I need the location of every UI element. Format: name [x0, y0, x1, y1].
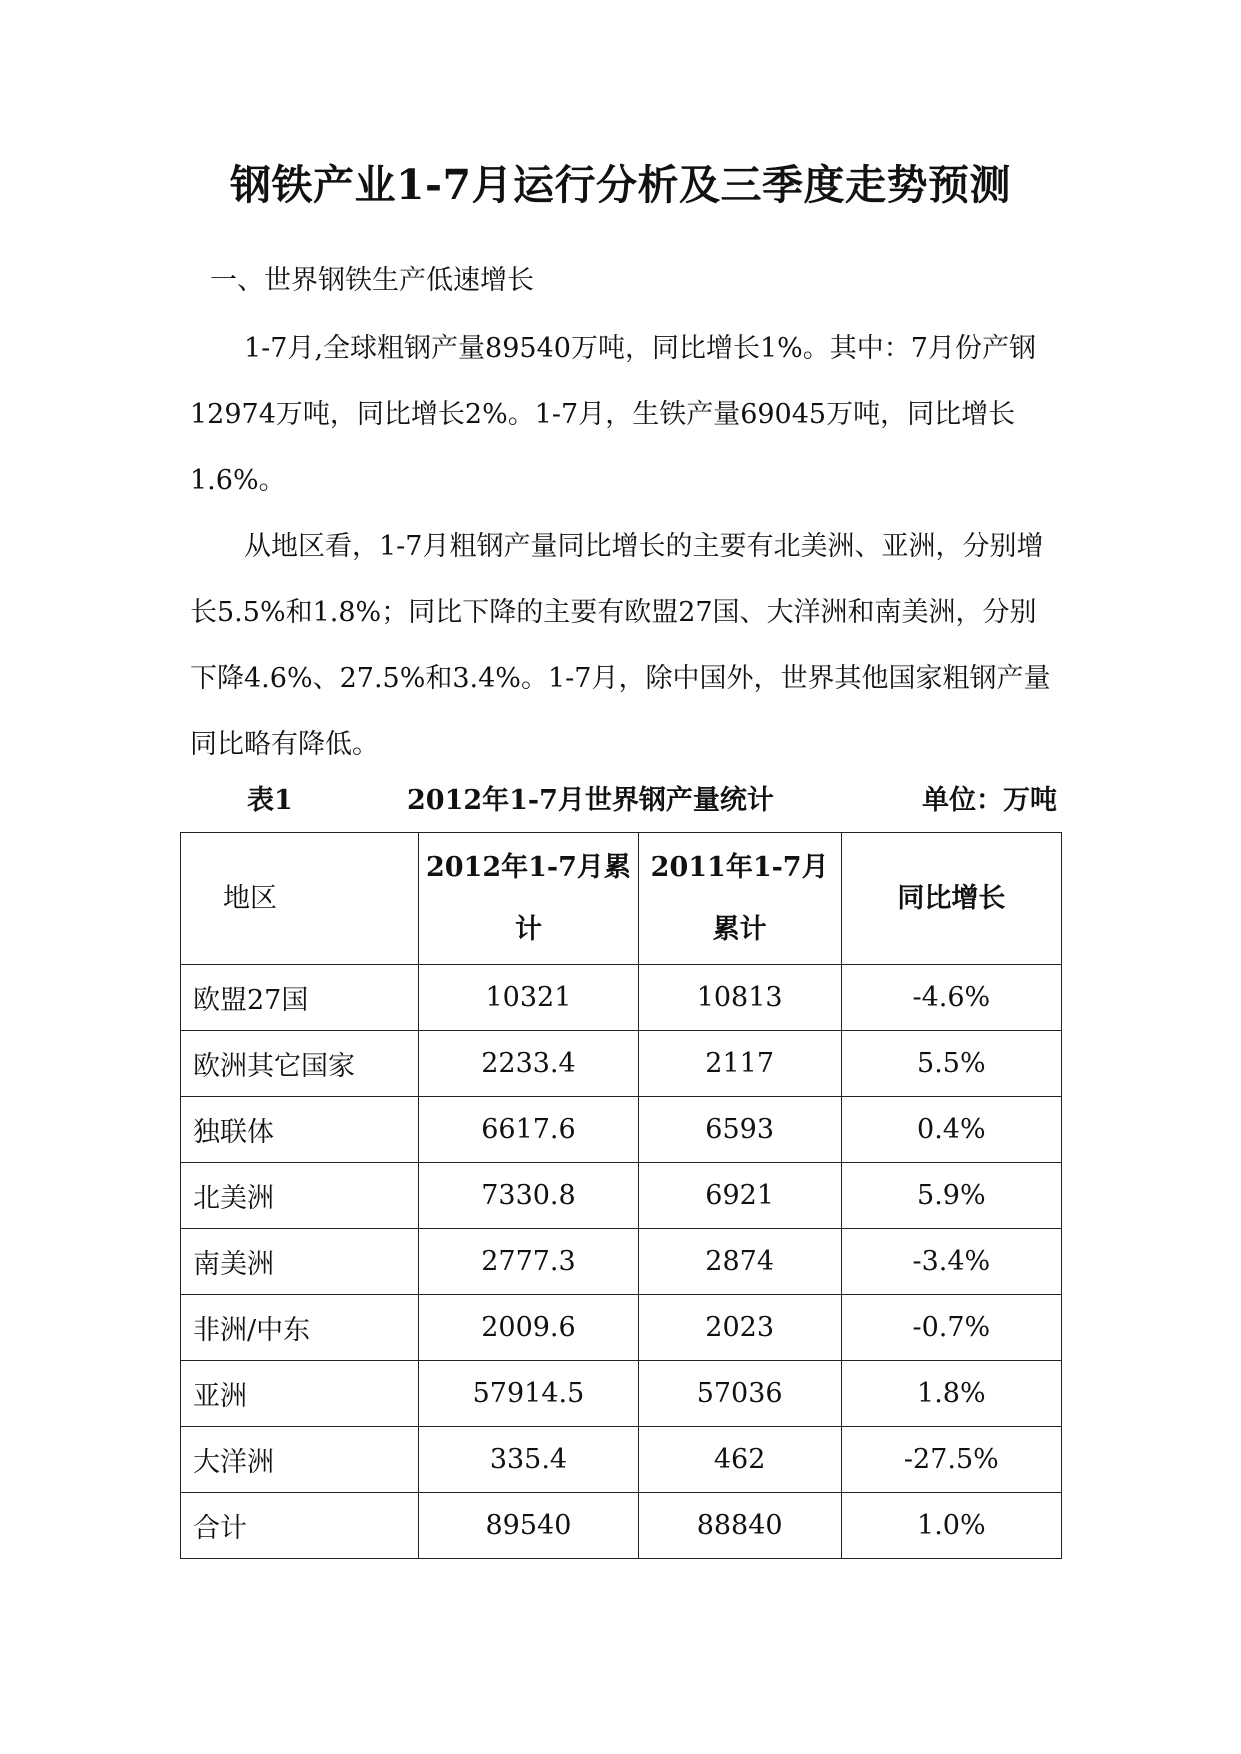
cell-2012: 2233.4 [419, 1031, 638, 1097]
cell-region: 大洋洲 [181, 1427, 419, 1493]
cell-2012: 89540 [419, 1493, 638, 1559]
cell-region: 欧洲其它国家 [181, 1031, 419, 1097]
cell-2011: 2874 [638, 1229, 841, 1295]
cell-region: 亚洲 [181, 1361, 419, 1427]
cell-2011: 2023 [638, 1295, 841, 1361]
table-row [181, 1031, 1062, 1097]
cell-2012: 2009.6 [419, 1295, 638, 1361]
cell-region: 独联体 [181, 1097, 419, 1163]
cell-region: 欧盟27国 [181, 965, 419, 1031]
cell-2011: 462 [638, 1427, 841, 1493]
table-header-row [181, 833, 1062, 965]
header-region: 地区 [181, 833, 419, 965]
paragraph-regional-analysis: 从地区看，1-7月粗钢产量同比增长的主要有北美洲、亚洲，分别增长5.5%和1.8%；同比下降的主要有欧盟27国、大洋洲和南美洲，分别下降4.6%、27.5%和3.4%。1-7月，除中国外，世界其他国家粗钢产量同比略有降低。 [190, 531, 1051, 760]
cell-2011: 88840 [638, 1493, 841, 1559]
cell-growth: 5.9% [841, 1163, 1061, 1229]
table-title: 2012年1-7月世界钢产量统计 [407, 785, 774, 816]
section-heading: 一、世界钢铁生产低速增长 [210, 265, 534, 296]
table-row [181, 1097, 1062, 1163]
cell-2011: 10813 [638, 965, 841, 1031]
paragraph-global-production: 1-7月,全球粗钢产量89540万吨，同比增长1%。其中：7月份产钢12974万吨，同比增长2%。1-7月，生铁产量69045万吨，同比增长1.6%。 [190, 333, 1036, 496]
cell-growth: -0.7% [841, 1295, 1061, 1361]
cell-2012: 335.4 [419, 1427, 638, 1493]
cell-2012: 10321 [419, 965, 638, 1031]
cell-growth: 1.0% [841, 1493, 1061, 1559]
table-label: 表1 [247, 785, 293, 816]
cell-growth: 5.5% [841, 1031, 1061, 1097]
table-row-total [181, 1493, 1062, 1559]
table-row [181, 1229, 1062, 1295]
header-yoy-growth: 同比增长 [841, 833, 1061, 965]
cell-growth: -4.6% [841, 965, 1061, 1031]
table-row [181, 1163, 1062, 1229]
cell-region: 南美洲 [181, 1229, 419, 1295]
table-row [181, 1295, 1062, 1361]
header-2011-cumulative: 2011年1-7月累计 [638, 833, 841, 965]
cell-region: 合计 [181, 1493, 419, 1559]
cell-region: 北美洲 [181, 1163, 419, 1229]
cell-growth: 1.8% [841, 1361, 1061, 1427]
document-title: 钢铁产业1-7月运行分析及三季度走势预测 [229, 161, 1012, 209]
cell-growth: -3.4% [841, 1229, 1061, 1295]
steel-production-table [180, 832, 1062, 1559]
cell-2011: 6921 [638, 1163, 841, 1229]
table-row [181, 965, 1062, 1031]
cell-2012: 7330.8 [419, 1163, 638, 1229]
cell-2011: 57036 [638, 1361, 841, 1427]
cell-2012: 57914.5 [419, 1361, 638, 1427]
cell-region: 非洲/中东 [181, 1295, 419, 1361]
header-2012-cumulative: 2012年1-7月累计 [419, 833, 638, 965]
cell-2012: 2777.3 [419, 1229, 638, 1295]
cell-growth: 0.4% [841, 1097, 1061, 1163]
cell-2011: 2117 [638, 1031, 841, 1097]
cell-growth: -27.5% [841, 1427, 1061, 1493]
cell-2011: 6593 [638, 1097, 841, 1163]
table-row [181, 1361, 1062, 1427]
cell-2012: 6617.6 [419, 1097, 638, 1163]
table-unit: 单位：万吨 [922, 785, 1057, 816]
table-row [181, 1427, 1062, 1493]
